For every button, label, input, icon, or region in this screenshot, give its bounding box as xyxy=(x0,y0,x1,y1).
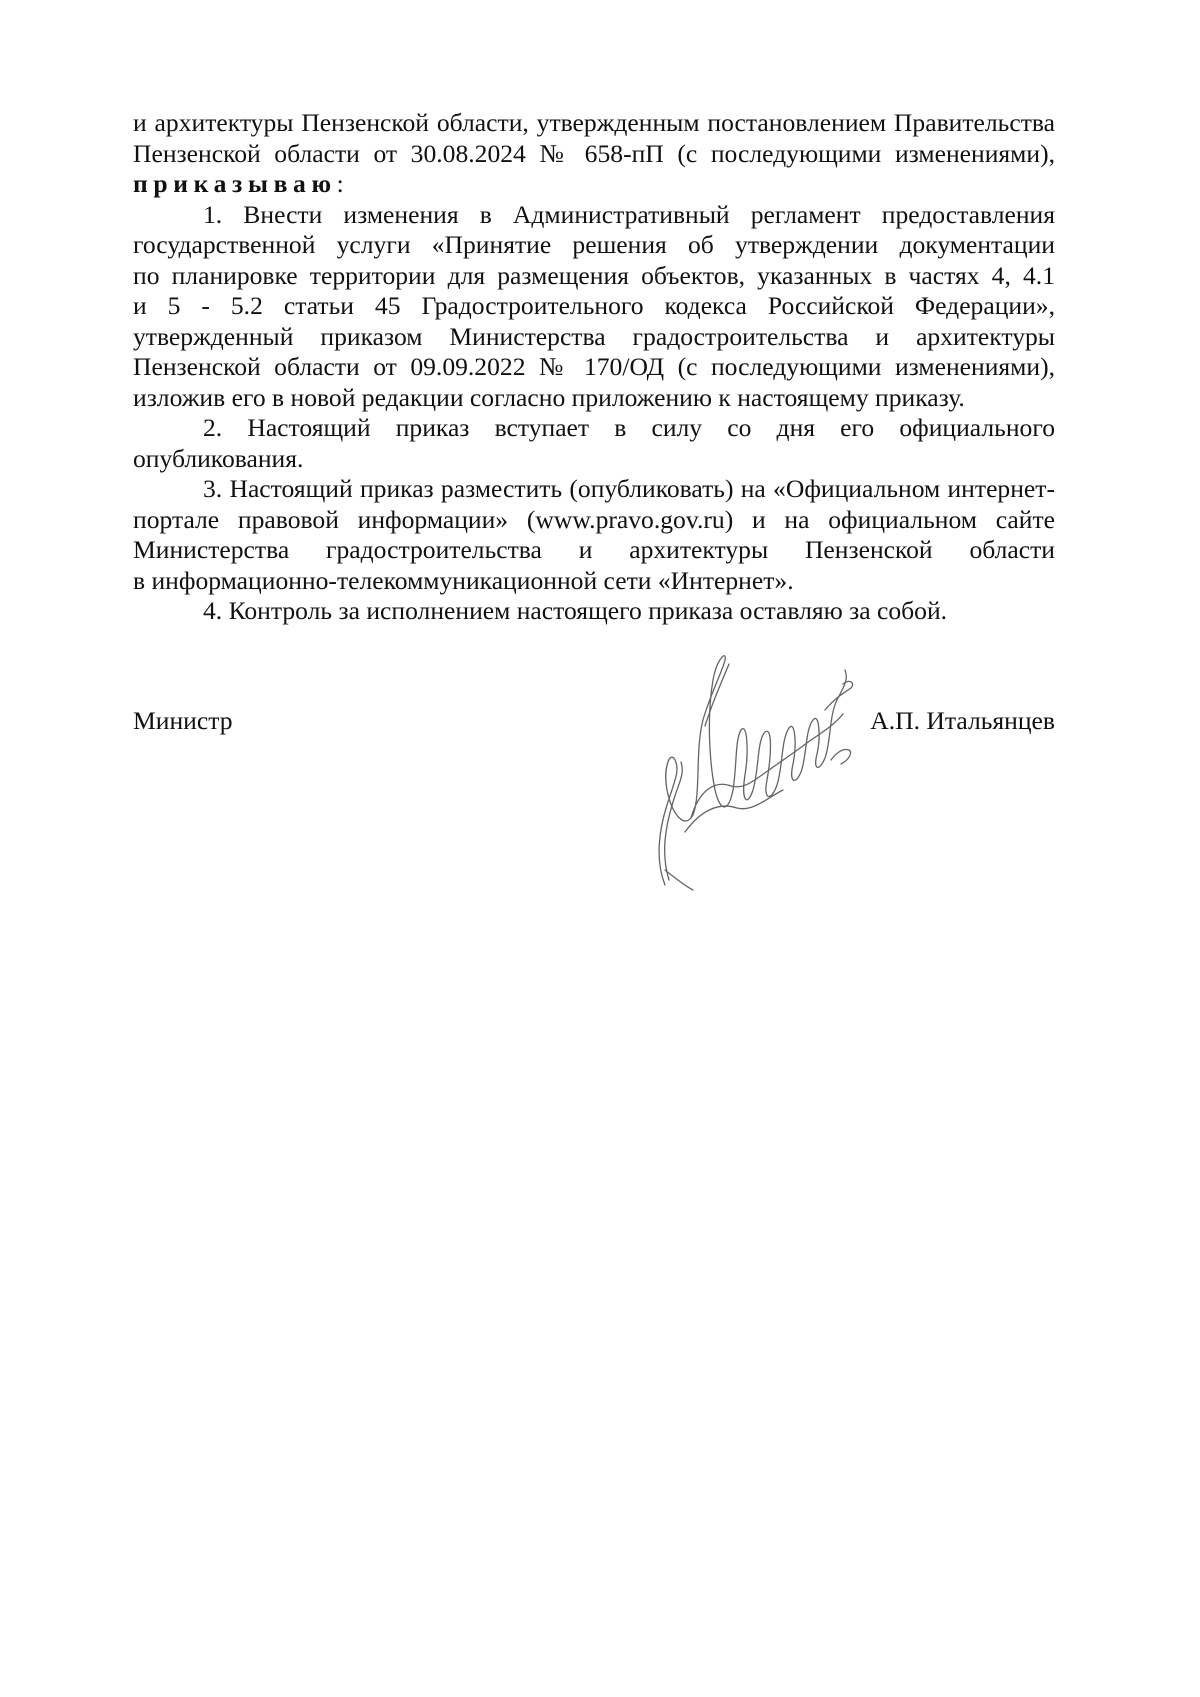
signature-block xyxy=(133,706,1055,740)
intro-line-1: и архитектуры Пензенской области, утвержденным постановлением Правительства xyxy=(133,108,1055,137)
item-1-line: по планировке территории для размещения объектов, указанных в частях 4, 4.1 xyxy=(133,260,1055,290)
item-1-line: 1. Внести изменения в Административный регламент предоставления xyxy=(203,199,1055,229)
order-verb-colon: : xyxy=(336,169,344,198)
item-3-line: портале правовой информации» (www.pravo.gov.ru) и на официальном сайте xyxy=(133,504,1055,534)
item-1-line: Пензенской области от 09.09.2022 № 170/ОД (с последующими изменениями), xyxy=(133,352,1055,381)
item-2 xyxy=(133,413,1055,474)
item-1-line: государственной услуги «Принятие решения об утверждении документации xyxy=(133,230,1055,259)
item-3-line: в информационно-телекоммуникационной сети «Интернет». xyxy=(133,565,794,595)
item-3 xyxy=(133,474,1055,596)
order-verb: приказываю xyxy=(133,169,337,198)
signatory-position: Министр xyxy=(133,706,233,735)
document-body xyxy=(133,108,1055,627)
item-1-line: и 5 - 5.2 статьи 45 Градостроительного кодекса Российской Федерации», xyxy=(133,291,1055,320)
signatory-name: А.П. Итальянцев xyxy=(870,706,1055,735)
item-3-line: 3. Настоящий приказ разместить (опубликовать) на «Официальном интернет- xyxy=(203,474,1055,503)
item-4-line: 4. Контроль за исполнением настоящего приказа оставляю за собой. xyxy=(203,596,948,625)
intro-line-2: Пензенской области от 30.08.2024 № 658-пП (с последующими изменениями), xyxy=(133,138,1055,168)
item-1-line: утвержденный приказом Министерства градостроительства и архитектуры xyxy=(133,321,1055,351)
item-3-line: Министерства градостроительства и архитектуры Пензенской области xyxy=(133,535,1055,564)
order-verb-line xyxy=(133,169,1055,200)
item-1-line: изложив его в новой редакции согласно приложению к настоящему приказу. xyxy=(133,382,965,412)
item-2-line: опубликования. xyxy=(133,443,304,473)
item-2-line: 2. Настоящий приказ вступает в силу со дня его официального xyxy=(203,413,1055,442)
item-1 xyxy=(133,200,1055,414)
handwritten-signature-icon xyxy=(645,640,860,895)
item-4 xyxy=(133,596,1055,627)
